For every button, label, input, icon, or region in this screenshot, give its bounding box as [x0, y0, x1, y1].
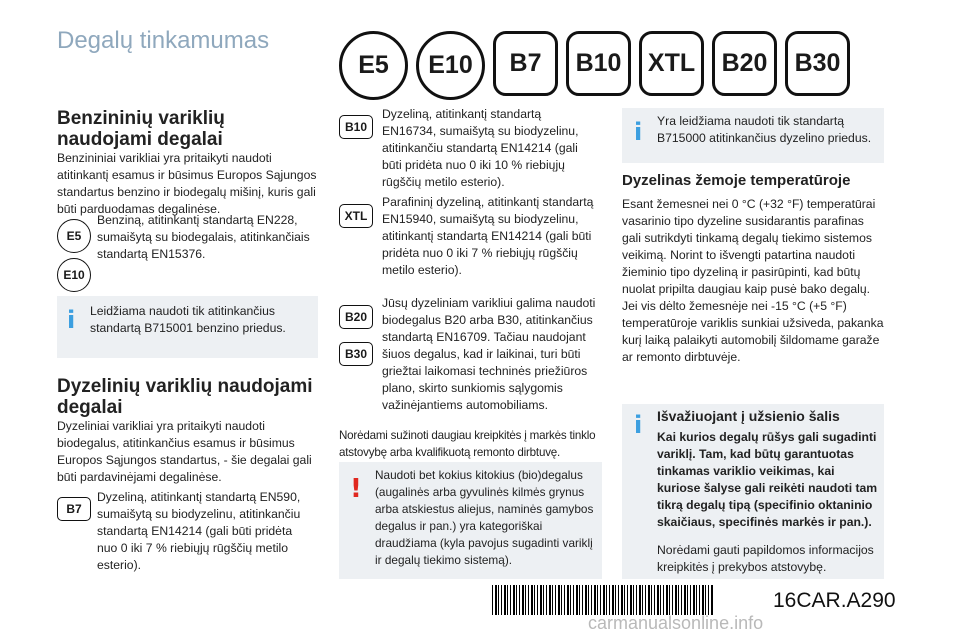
middle-badge-b30: B30 — [339, 342, 373, 366]
badge-b7: B7 — [493, 31, 558, 96]
fuel-badge-row — [339, 31, 850, 100]
middle-badge-b10: B10 — [339, 115, 373, 139]
warning-text: Naudoti bet kokius kitokius (bio)degalus (augalinės arba gyvulinės kilmės grynus arba atskiestus aliejus, naminės gamybos degalus ir pan.) yra kategoriškai draudžiama (kyla pavojus sugadinti variklį ir degalų tiekimo sistemą). — [375, 468, 594, 567]
abroad-text: Norėdami gauti papildomos informacijos kreipkitės į prekybos atstovybę. — [657, 543, 874, 574]
middle-badge-xtl: XTL — [339, 204, 373, 228]
warning-icon: ! — [350, 474, 362, 504]
info-icon: i — [634, 118, 643, 146]
abroad-bold-text: Kai kurios degalų rūšys gali sugadinti variklį. Tam, kad būtų garantuotas tinkamas variklio veikimas, kai kuriose šalyse gali reikėti naudoti tam tikrą degalų tipą (specifinio oktaninio skaičiaus, specifinės markės ir pan.). — [657, 430, 878, 529]
abroad-heading: Išvažiuojant į užsienio šalis — [657, 408, 840, 424]
diesel-b7-text: Dyzeliną, atitinkantį standartą EN590, sumaišytą su biodyzelinu, atitinkančiu standartą EN14214 (gali būti pridėta nuo 0 iki 7 % riebiųjų rūgščių metilo esterio). — [97, 490, 301, 572]
diesel-intro: Dyzeliniai varikliai yra pritaikyti naudoti biodegalus, atitinkančius esamus ir būsimus Europos Sąjungos standartus, - šie degalai gali būti pardavinėjami degalinėse. — [57, 419, 312, 484]
low-temp-text: Esant žemesnei nei 0 °C (+32 °F) temperatūrai vasarinio tipo dyzeline susidarantis parafinas gali sutrikdyti tinkamą degalų tiekimo sistemos veikimą. Norint to išvengti patartina naudoti žieminio tipo dyzeliną ir pasirūpinti, kad būtų nuolat pripilta daugiau kaip pusė bako degalų. Jei vis dėlto žemesnėje nei -15 °C (+5 °F) temperatūroje variklis sunkiai užsiveda, pakanka kurį laiką palaikyti automobilį šildomame garaže ar remonto dirbtuvėje. — [622, 197, 884, 364]
badge-xtl: XTL — [639, 31, 704, 96]
badge-e10: E10 — [416, 31, 485, 100]
middle-xtl-text: Parafininį dyzeliną, atitinkantį standartą EN15940, sumaišytą su biodyzelinu, atitinkantį standartą EN14214 (gali būti pridėta nuo 0 iki 7 % riebiųjų rūgščių metilo esterio). — [382, 195, 594, 277]
watermark: carmanualsonline.info — [588, 613, 764, 633]
badge-b30: B30 — [785, 31, 850, 96]
middle-badge-b20: B20 — [339, 305, 373, 329]
petrol-info-text: Leidžiama naudoti tik atitinkančius standartą B715001 benzino priedus. — [90, 304, 286, 335]
petrol-intro: Benzininiai varikliai yra pritaikyti naudoti atitinkantį esamus ir būsimus Europos Sąjungos standartus benzino ir biodegalų mišinį, kuris gali būti parduodamas degalinėse. — [57, 151, 317, 216]
badge-b10: B10 — [566, 31, 631, 96]
page-title: Degalų tinkamumas — [57, 27, 270, 54]
abroad-box — [622, 404, 884, 579]
petrol-info-box — [57, 296, 318, 358]
info-icon: i — [634, 411, 643, 439]
petrol-badge-e10: E10 — [57, 258, 91, 292]
petrol-badge-e5: E5 — [57, 219, 91, 253]
diesel-info-text: Yra leidžiama naudoti tik standartą B715000 atitinkančius dyzelino priedus. — [657, 114, 872, 145]
diesel-badge-b7: B7 — [57, 497, 91, 521]
low-temp-heading: Dyzelinas žemoje temperatūroje — [622, 172, 851, 189]
petrol-item-text: Benziną, atitinkantį standartą EN228, sumaišytą su biodegalais, atitinkančiais standartą EN15376. — [97, 213, 310, 261]
middle-b10-text: Dyzeliną, atitinkantį standartą EN16734, sumaišytą su biodyzelinu, atitinkančiu standartą EN14214 (gali būti pridėta nuo 0 iki 10 % riebiųjų rūgščių metilo esterio). — [382, 107, 579, 189]
warning-box — [339, 462, 602, 579]
diesel-heading: Dyzelinių variklių naudojami degalai — [57, 376, 313, 418]
badge-b20: B20 — [712, 31, 777, 96]
document-code: 16CAR.A290 — [773, 589, 896, 612]
badge-e5: E5 — [339, 31, 408, 100]
middle-b20-text: Jūsų dyzeliniam varikliui galima naudoti biodegalus B20 arba B30, atitinkančius standartą EN16709. Tačiau naudojant šiuos degalus, kad ir laikinai, turi būti griežtai laikomasi techninės priežiūros plano, skirto sunkiomis sąlygomis važinėjantiems automobiliams. — [382, 296, 596, 412]
middle-note: Norėdami sužinoti daugiau kreipkitės į markės tinklo atstovybę arba kvalifikuotą remonto dirbtuvę. — [339, 429, 596, 459]
petrol-heading: Benzininių variklių naudojami degalai — [57, 108, 225, 150]
barcode — [492, 585, 714, 615]
diesel-info-box — [622, 108, 884, 163]
info-icon: i — [67, 306, 76, 334]
